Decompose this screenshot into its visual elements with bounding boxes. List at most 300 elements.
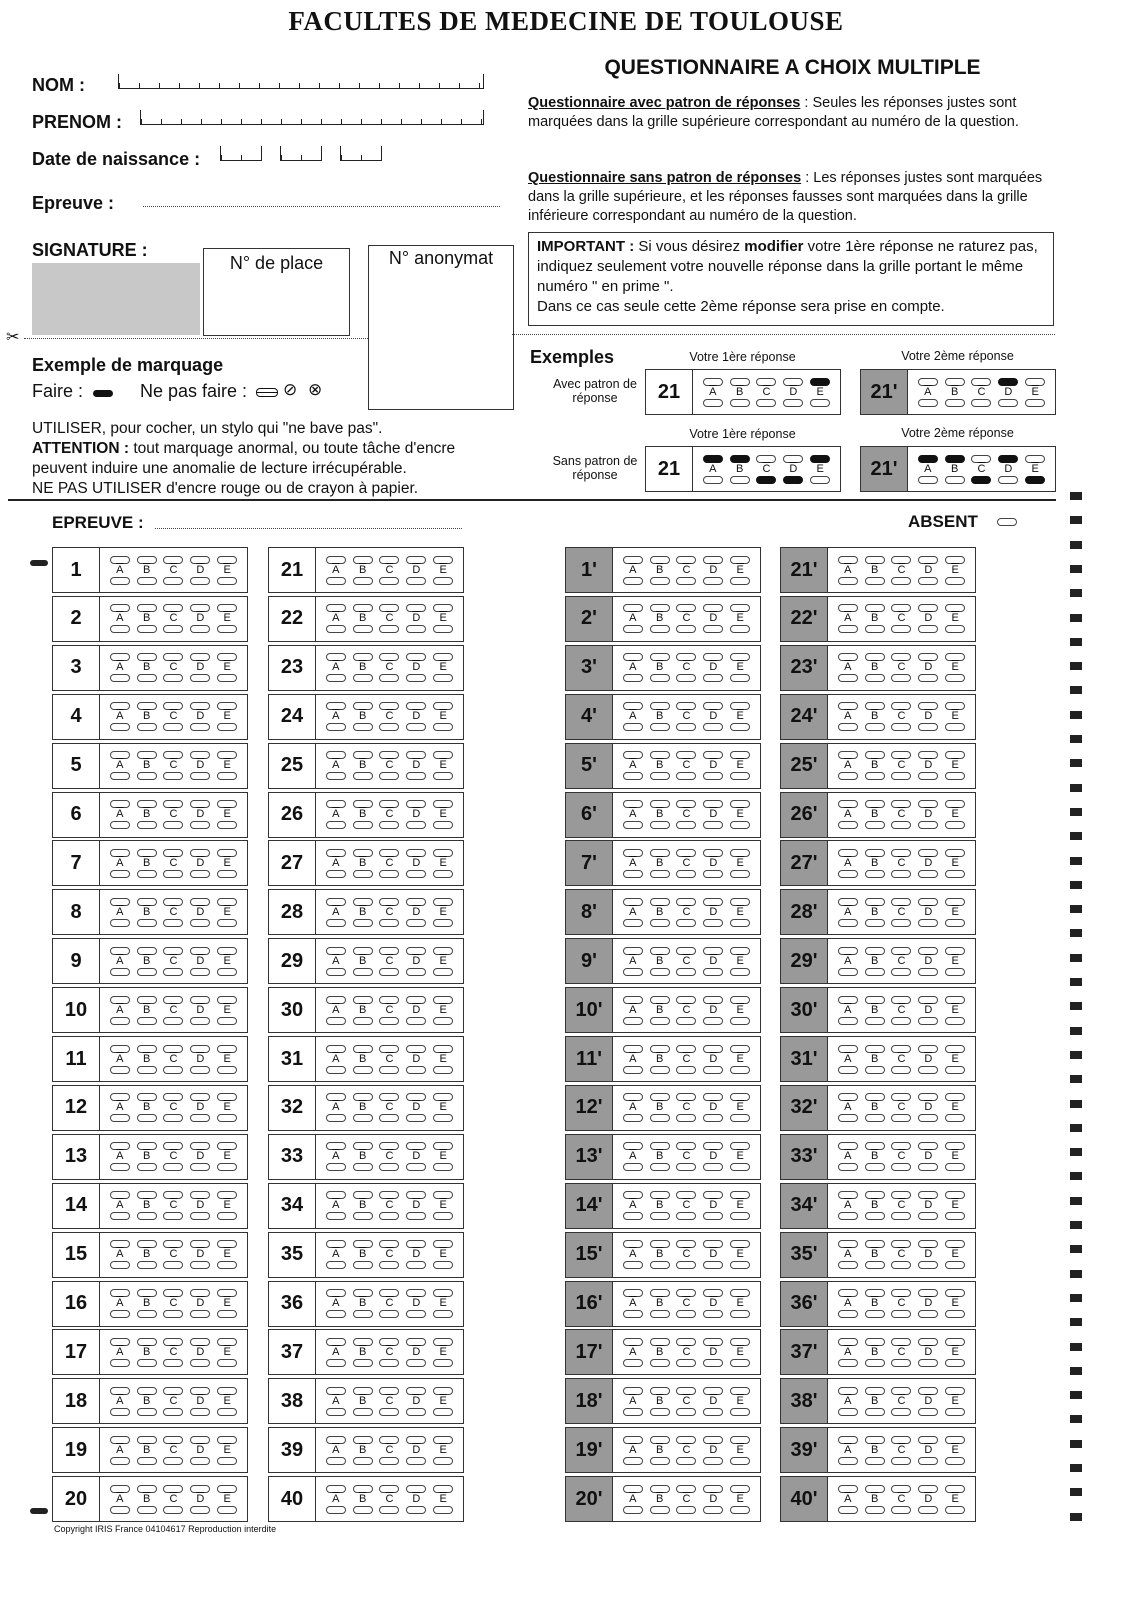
bubble-wrong-b[interactable] [650, 723, 670, 731]
bubble-wrong-c[interactable] [163, 1457, 183, 1465]
bubble-correct-e[interactable] [945, 800, 965, 808]
bubble-correct-e[interactable] [945, 1436, 965, 1444]
bubble-wrong-c[interactable] [379, 968, 399, 976]
bubble-wrong-a[interactable] [838, 1506, 858, 1514]
bubble-correct-c[interactable] [676, 1240, 696, 1248]
bubble-wrong-d[interactable] [918, 1212, 938, 1220]
bubble-wrong-d[interactable] [783, 476, 803, 484]
bubble-correct-e[interactable] [1025, 378, 1045, 386]
bubble-wrong-d[interactable] [918, 821, 938, 829]
bubble-wrong-e[interactable] [945, 1261, 965, 1269]
bubble-wrong-a[interactable] [918, 476, 938, 484]
bubble-correct-a[interactable] [623, 1436, 643, 1444]
bubble-wrong-d[interactable] [190, 1163, 210, 1171]
bubble-wrong-b[interactable] [865, 1506, 885, 1514]
bubble-correct-e[interactable] [433, 702, 453, 710]
bubble-correct-c[interactable] [163, 898, 183, 906]
bubble-correct-a[interactable] [326, 751, 346, 759]
bubble-correct-e[interactable] [217, 996, 237, 1004]
bubble-wrong-e[interactable] [217, 870, 237, 878]
bubble-wrong-b[interactable] [137, 772, 157, 780]
bubble-correct-d[interactable] [918, 1191, 938, 1199]
bubble-wrong-d[interactable] [406, 772, 426, 780]
bubble-wrong-a[interactable] [326, 968, 346, 976]
bubble-correct-d[interactable] [918, 1338, 938, 1346]
bubble-wrong-e[interactable] [945, 625, 965, 633]
bubble-wrong-e[interactable] [433, 1408, 453, 1416]
bubble-correct-d[interactable] [406, 556, 426, 564]
bubble-wrong-e[interactable] [433, 1066, 453, 1074]
bubble-correct-d[interactable] [918, 751, 938, 759]
bubble-correct-c[interactable] [891, 1485, 911, 1493]
bubble-correct-e[interactable] [730, 898, 750, 906]
bubble-wrong-b[interactable] [650, 1310, 670, 1318]
bubble-correct-a[interactable] [838, 1045, 858, 1053]
bubble-correct-e[interactable] [945, 751, 965, 759]
bubble-correct-c[interactable] [676, 1387, 696, 1395]
bubble-correct-b[interactable] [650, 1240, 670, 1248]
bubble-wrong-a[interactable] [110, 1017, 130, 1025]
bubble-wrong-b[interactable] [137, 870, 157, 878]
bubble-correct-d[interactable] [190, 849, 210, 857]
bubble-correct-d[interactable] [703, 1485, 723, 1493]
bubble-wrong-a[interactable] [838, 1310, 858, 1318]
bubble-wrong-c[interactable] [891, 1212, 911, 1220]
bubble-correct-d[interactable] [703, 1436, 723, 1444]
bubble-wrong-d[interactable] [190, 919, 210, 927]
bubble-wrong-c[interactable] [891, 1359, 911, 1367]
bubble-wrong-e[interactable] [433, 1261, 453, 1269]
bubble-correct-b[interactable] [137, 849, 157, 857]
bubble-wrong-b[interactable] [137, 1261, 157, 1269]
bubble-wrong-a[interactable] [326, 772, 346, 780]
bubble-wrong-a[interactable] [110, 1310, 130, 1318]
bubble-correct-d[interactable] [190, 947, 210, 955]
bubble-wrong-b[interactable] [353, 968, 373, 976]
bubble-wrong-a[interactable] [110, 674, 130, 682]
bubble-wrong-e[interactable] [730, 968, 750, 976]
bubble-wrong-d[interactable] [703, 1163, 723, 1171]
bubble-wrong-b[interactable] [730, 476, 750, 484]
bubble-wrong-b[interactable] [865, 1114, 885, 1122]
bubble-wrong-d[interactable] [406, 968, 426, 976]
bubble-wrong-b[interactable] [137, 1212, 157, 1220]
bubble-correct-a[interactable] [623, 1240, 643, 1248]
bubble-correct-d[interactable] [406, 1338, 426, 1346]
bubble-correct-a[interactable] [326, 947, 346, 955]
bubble-wrong-e[interactable] [730, 870, 750, 878]
bubble-wrong-c[interactable] [676, 577, 696, 585]
bubble-correct-b[interactable] [137, 1045, 157, 1053]
bubble-wrong-d[interactable] [918, 1017, 938, 1025]
bubble-wrong-e[interactable] [433, 625, 453, 633]
bubble-wrong-e[interactable] [730, 1163, 750, 1171]
bubble-wrong-d[interactable] [918, 870, 938, 878]
bubble-correct-a[interactable] [623, 947, 643, 955]
bubble-wrong-b[interactable] [137, 1506, 157, 1514]
bubble-wrong-d[interactable] [783, 399, 803, 407]
bubble-wrong-a[interactable] [623, 1066, 643, 1074]
bubble-wrong-e[interactable] [433, 968, 453, 976]
bubble-wrong-e[interactable] [433, 1310, 453, 1318]
bubble-correct-e[interactable] [433, 1338, 453, 1346]
bubble-correct-c[interactable] [891, 751, 911, 759]
bubble-wrong-c[interactable] [891, 1506, 911, 1514]
bubble-wrong-a[interactable] [838, 1261, 858, 1269]
bubble-correct-a[interactable] [623, 849, 643, 857]
bubble-correct-b[interactable] [353, 1436, 373, 1444]
bubble-wrong-c[interactable] [163, 870, 183, 878]
bubble-wrong-b[interactable] [730, 399, 750, 407]
bubble-wrong-d[interactable] [703, 674, 723, 682]
bubble-wrong-c[interactable] [379, 772, 399, 780]
bubble-wrong-a[interactable] [110, 1212, 130, 1220]
bubble-correct-e[interactable] [730, 702, 750, 710]
bubble-correct-c[interactable] [891, 556, 911, 564]
bubble-correct-d[interactable] [703, 1289, 723, 1297]
bubble-correct-c[interactable] [379, 898, 399, 906]
bubble-wrong-e[interactable] [217, 1212, 237, 1220]
bubble-wrong-c[interactable] [891, 968, 911, 976]
bubble-wrong-c[interactable] [163, 1261, 183, 1269]
bubble-wrong-a[interactable] [326, 919, 346, 927]
bubble-wrong-b[interactable] [650, 674, 670, 682]
bubble-wrong-e[interactable] [217, 1017, 237, 1025]
bubble-correct-c[interactable] [891, 800, 911, 808]
bubble-correct-b[interactable] [650, 702, 670, 710]
bubble-wrong-b[interactable] [865, 674, 885, 682]
bubble-correct-d[interactable] [406, 751, 426, 759]
bubble-wrong-b[interactable] [865, 1066, 885, 1074]
bubble-correct-a[interactable] [326, 1338, 346, 1346]
bubble-wrong-d[interactable] [190, 1017, 210, 1025]
bubble-wrong-d[interactable] [190, 674, 210, 682]
bubble-correct-d[interactable] [190, 1045, 210, 1053]
bubble-wrong-e[interactable] [945, 1114, 965, 1122]
bubble-correct-a[interactable] [110, 849, 130, 857]
bubble-correct-d[interactable] [703, 1387, 723, 1395]
bubble-correct-b[interactable] [353, 1387, 373, 1395]
bubble-wrong-c[interactable] [163, 1212, 183, 1220]
bubble-wrong-b[interactable] [865, 1408, 885, 1416]
bubble-wrong-a[interactable] [326, 1408, 346, 1416]
bubble-wrong-c[interactable] [379, 821, 399, 829]
bubble-correct-c[interactable] [676, 1485, 696, 1493]
bubble-correct-b[interactable] [865, 800, 885, 808]
bubble-wrong-c[interactable] [676, 1017, 696, 1025]
bubble-wrong-c[interactable] [676, 1310, 696, 1318]
bubble-wrong-b[interactable] [650, 577, 670, 585]
bubble-correct-e[interactable] [945, 702, 965, 710]
bubble-wrong-b[interactable] [353, 1506, 373, 1514]
bubble-correct-b[interactable] [865, 947, 885, 955]
bubble-wrong-d[interactable] [190, 1408, 210, 1416]
bubble-wrong-a[interactable] [110, 577, 130, 585]
bubble-wrong-c[interactable] [163, 577, 183, 585]
bubble-wrong-a[interactable] [110, 870, 130, 878]
bubble-correct-e[interactable] [217, 849, 237, 857]
bubble-wrong-b[interactable] [137, 1359, 157, 1367]
bubble-wrong-b[interactable] [865, 919, 885, 927]
bubble-wrong-e[interactable] [730, 1359, 750, 1367]
bubble-correct-c[interactable] [163, 1436, 183, 1444]
bubble-correct-e[interactable] [730, 751, 750, 759]
bubble-correct-c[interactable] [676, 1436, 696, 1444]
bubble-correct-b[interactable] [353, 996, 373, 1004]
bubble-correct-c[interactable] [891, 1436, 911, 1444]
bubble-correct-b[interactable] [865, 1240, 885, 1248]
bubble-wrong-a[interactable] [623, 870, 643, 878]
bubble-correct-b[interactable] [137, 1387, 157, 1395]
bubble-correct-d[interactable] [406, 849, 426, 857]
bubble-correct-e[interactable] [217, 898, 237, 906]
bubble-wrong-c[interactable] [891, 577, 911, 585]
bubble-correct-b[interactable] [353, 947, 373, 955]
bubble-wrong-d[interactable] [918, 1408, 938, 1416]
bubble-wrong-e[interactable] [945, 821, 965, 829]
bubble-wrong-e[interactable] [945, 772, 965, 780]
bubble-correct-e[interactable] [730, 556, 750, 564]
bubble-wrong-b[interactable] [865, 1017, 885, 1025]
bubble-correct-e[interactable] [433, 556, 453, 564]
bubble-correct-d[interactable] [406, 898, 426, 906]
bubble-wrong-e[interactable] [1025, 476, 1045, 484]
bubble-wrong-a[interactable] [623, 1310, 643, 1318]
bubble-wrong-e[interactable] [217, 1261, 237, 1269]
birth-month-field[interactable] [280, 146, 322, 161]
bubble-correct-c[interactable] [163, 751, 183, 759]
bubble-wrong-d[interactable] [406, 723, 426, 731]
bubble-wrong-e[interactable] [945, 1163, 965, 1171]
bubble-wrong-b[interactable] [137, 821, 157, 829]
bubble-correct-d[interactable] [190, 1240, 210, 1248]
bubble-wrong-b[interactable] [353, 1408, 373, 1416]
bubble-wrong-d[interactable] [190, 723, 210, 731]
bubble-wrong-b[interactable] [650, 1212, 670, 1220]
bubble-correct-e[interactable] [810, 455, 830, 463]
bubble-correct-a[interactable] [623, 556, 643, 564]
bubble-correct-e[interactable] [217, 1191, 237, 1199]
bubble-wrong-c[interactable] [756, 476, 776, 484]
bubble-correct-b[interactable] [137, 751, 157, 759]
bubble-correct-c[interactable] [379, 996, 399, 1004]
absent-bubble[interactable] [997, 518, 1017, 526]
bubble-wrong-b[interactable] [353, 1457, 373, 1465]
bubble-correct-c[interactable] [891, 1338, 911, 1346]
bubble-wrong-d[interactable] [703, 1114, 723, 1122]
bubble-correct-b[interactable] [650, 1045, 670, 1053]
bubble-correct-c[interactable] [163, 1289, 183, 1297]
signature-field[interactable] [32, 263, 200, 335]
bubble-wrong-e[interactable] [217, 1457, 237, 1465]
bubble-wrong-d[interactable] [406, 1163, 426, 1171]
bubble-wrong-a[interactable] [838, 1163, 858, 1171]
bubble-correct-e[interactable] [730, 1289, 750, 1297]
bubble-correct-a[interactable] [110, 1387, 130, 1395]
bubble-correct-a[interactable] [326, 898, 346, 906]
bubble-wrong-e[interactable] [945, 1212, 965, 1220]
bubble-correct-a[interactable] [838, 1191, 858, 1199]
bubble-wrong-d[interactable] [703, 870, 723, 878]
bubble-wrong-e[interactable] [730, 1506, 750, 1514]
bubble-wrong-d[interactable] [703, 772, 723, 780]
bubble-correct-a[interactable] [623, 1191, 643, 1199]
bubble-correct-a[interactable] [326, 1387, 346, 1395]
bubble-correct-c[interactable] [891, 947, 911, 955]
bubble-correct-e[interactable] [433, 800, 453, 808]
bubble-wrong-b[interactable] [353, 919, 373, 927]
bubble-correct-e[interactable] [433, 1191, 453, 1199]
bubble-wrong-a[interactable] [623, 577, 643, 585]
bubble-correct-b[interactable] [865, 996, 885, 1004]
bubble-wrong-c[interactable] [676, 1408, 696, 1416]
bubble-correct-b[interactable] [730, 378, 750, 386]
bubble-wrong-a[interactable] [838, 674, 858, 682]
bubble-wrong-e[interactable] [433, 1457, 453, 1465]
bubble-correct-a[interactable] [838, 751, 858, 759]
bubble-wrong-c[interactable] [891, 1457, 911, 1465]
bubble-correct-b[interactable] [353, 898, 373, 906]
bubble-wrong-d[interactable] [703, 919, 723, 927]
bubble-correct-a[interactable] [703, 378, 723, 386]
bubble-correct-d[interactable] [190, 751, 210, 759]
bubble-correct-a[interactable] [326, 1289, 346, 1297]
bubble-wrong-b[interactable] [137, 1457, 157, 1465]
bubble-correct-b[interactable] [137, 1289, 157, 1297]
bubble-wrong-a[interactable] [623, 1163, 643, 1171]
bubble-correct-c[interactable] [676, 1338, 696, 1346]
bubble-wrong-c[interactable] [891, 1408, 911, 1416]
bubble-correct-c[interactable] [163, 1240, 183, 1248]
bubble-wrong-a[interactable] [623, 674, 643, 682]
bubble-correct-e[interactable] [217, 1436, 237, 1444]
bubble-correct-c[interactable] [163, 702, 183, 710]
bubble-correct-e[interactable] [945, 1045, 965, 1053]
bubble-correct-e[interactable] [433, 1436, 453, 1444]
bubble-correct-a[interactable] [326, 556, 346, 564]
bubble-wrong-e[interactable] [945, 968, 965, 976]
bubble-wrong-b[interactable] [353, 821, 373, 829]
bubble-wrong-a[interactable] [838, 1114, 858, 1122]
bubble-wrong-d[interactable] [406, 919, 426, 927]
bubble-wrong-a[interactable] [110, 821, 130, 829]
bubble-wrong-e[interactable] [217, 1163, 237, 1171]
bubble-wrong-a[interactable] [326, 1114, 346, 1122]
bubble-correct-b[interactable] [353, 556, 373, 564]
bubble-wrong-a[interactable] [703, 476, 723, 484]
bubble-correct-c[interactable] [891, 1191, 911, 1199]
bubble-wrong-d[interactable] [703, 625, 723, 633]
bubble-correct-b[interactable] [137, 556, 157, 564]
bubble-correct-c[interactable] [163, 947, 183, 955]
bubble-wrong-c[interactable] [379, 1212, 399, 1220]
bubble-correct-b[interactable] [865, 898, 885, 906]
bubble-wrong-d[interactable] [918, 1114, 938, 1122]
bubble-correct-a[interactable] [110, 1045, 130, 1053]
bubble-correct-b[interactable] [650, 1387, 670, 1395]
bubble-correct-b[interactable] [865, 1289, 885, 1297]
bubble-correct-c[interactable] [971, 378, 991, 386]
bubble-correct-a[interactable] [110, 1485, 130, 1493]
bubble-wrong-b[interactable] [137, 1163, 157, 1171]
bubble-correct-c[interactable] [379, 1436, 399, 1444]
bubble-correct-d[interactable] [190, 1387, 210, 1395]
bubble-wrong-c[interactable] [891, 1066, 911, 1074]
bubble-wrong-e[interactable] [730, 1408, 750, 1416]
bubble-wrong-b[interactable] [650, 625, 670, 633]
bubble-correct-e[interactable] [945, 1289, 965, 1297]
bubble-wrong-a[interactable] [110, 1114, 130, 1122]
bubble-correct-b[interactable] [137, 947, 157, 955]
bubble-correct-e[interactable] [730, 947, 750, 955]
bubble-wrong-e[interactable] [433, 772, 453, 780]
bubble-correct-b[interactable] [865, 1338, 885, 1346]
bubble-wrong-a[interactable] [326, 1359, 346, 1367]
bubble-wrong-c[interactable] [163, 1506, 183, 1514]
bubble-correct-a[interactable] [110, 947, 130, 955]
bubble-wrong-a[interactable] [838, 772, 858, 780]
bubble-correct-e[interactable] [730, 996, 750, 1004]
bubble-correct-d[interactable] [406, 1045, 426, 1053]
bubble-wrong-a[interactable] [623, 625, 643, 633]
bubble-wrong-e[interactable] [730, 821, 750, 829]
bubble-wrong-c[interactable] [379, 1359, 399, 1367]
bubble-correct-e[interactable] [433, 751, 453, 759]
bubble-correct-a[interactable] [838, 1240, 858, 1248]
bubble-wrong-b[interactable] [865, 577, 885, 585]
bubble-wrong-b[interactable] [865, 723, 885, 731]
bubble-wrong-c[interactable] [379, 1066, 399, 1074]
bubble-correct-c[interactable] [163, 800, 183, 808]
bubble-wrong-a[interactable] [623, 919, 643, 927]
bubble-correct-c[interactable] [163, 996, 183, 1004]
bubble-wrong-e[interactable] [945, 1359, 965, 1367]
bubble-correct-b[interactable] [730, 455, 750, 463]
bubble-wrong-d[interactable] [406, 1506, 426, 1514]
bubble-wrong-e[interactable] [433, 577, 453, 585]
bubble-correct-b[interactable] [137, 1240, 157, 1248]
bubble-wrong-a[interactable] [110, 1506, 130, 1514]
bubble-correct-b[interactable] [137, 800, 157, 808]
bubble-correct-e[interactable] [730, 1240, 750, 1248]
bubble-wrong-b[interactable] [650, 870, 670, 878]
bubble-wrong-a[interactable] [623, 821, 643, 829]
bubble-correct-b[interactable] [865, 849, 885, 857]
bubble-wrong-c[interactable] [163, 1310, 183, 1318]
bubble-wrong-a[interactable] [623, 1212, 643, 1220]
bubble-correct-d[interactable] [703, 1338, 723, 1346]
bubble-wrong-a[interactable] [838, 1457, 858, 1465]
bubble-correct-a[interactable] [703, 455, 723, 463]
bubble-wrong-a[interactable] [326, 625, 346, 633]
bubble-correct-c[interactable] [891, 1045, 911, 1053]
bubble-wrong-b[interactable] [137, 1114, 157, 1122]
bubble-correct-c[interactable] [971, 455, 991, 463]
bubble-correct-e[interactable] [217, 751, 237, 759]
bubble-wrong-b[interactable] [650, 1506, 670, 1514]
bubble-correct-b[interactable] [865, 1045, 885, 1053]
bubble-correct-c[interactable] [756, 378, 776, 386]
bubble-wrong-d[interactable] [918, 1066, 938, 1074]
bubble-correct-c[interactable] [379, 849, 399, 857]
bubble-wrong-e[interactable] [945, 1457, 965, 1465]
bubble-wrong-e[interactable] [945, 1017, 965, 1025]
bubble-correct-a[interactable] [326, 1045, 346, 1053]
bubble-correct-e[interactable] [433, 1045, 453, 1053]
bubble-wrong-c[interactable] [379, 1017, 399, 1025]
bubble-wrong-d[interactable] [918, 1261, 938, 1269]
bubble-wrong-c[interactable] [379, 723, 399, 731]
